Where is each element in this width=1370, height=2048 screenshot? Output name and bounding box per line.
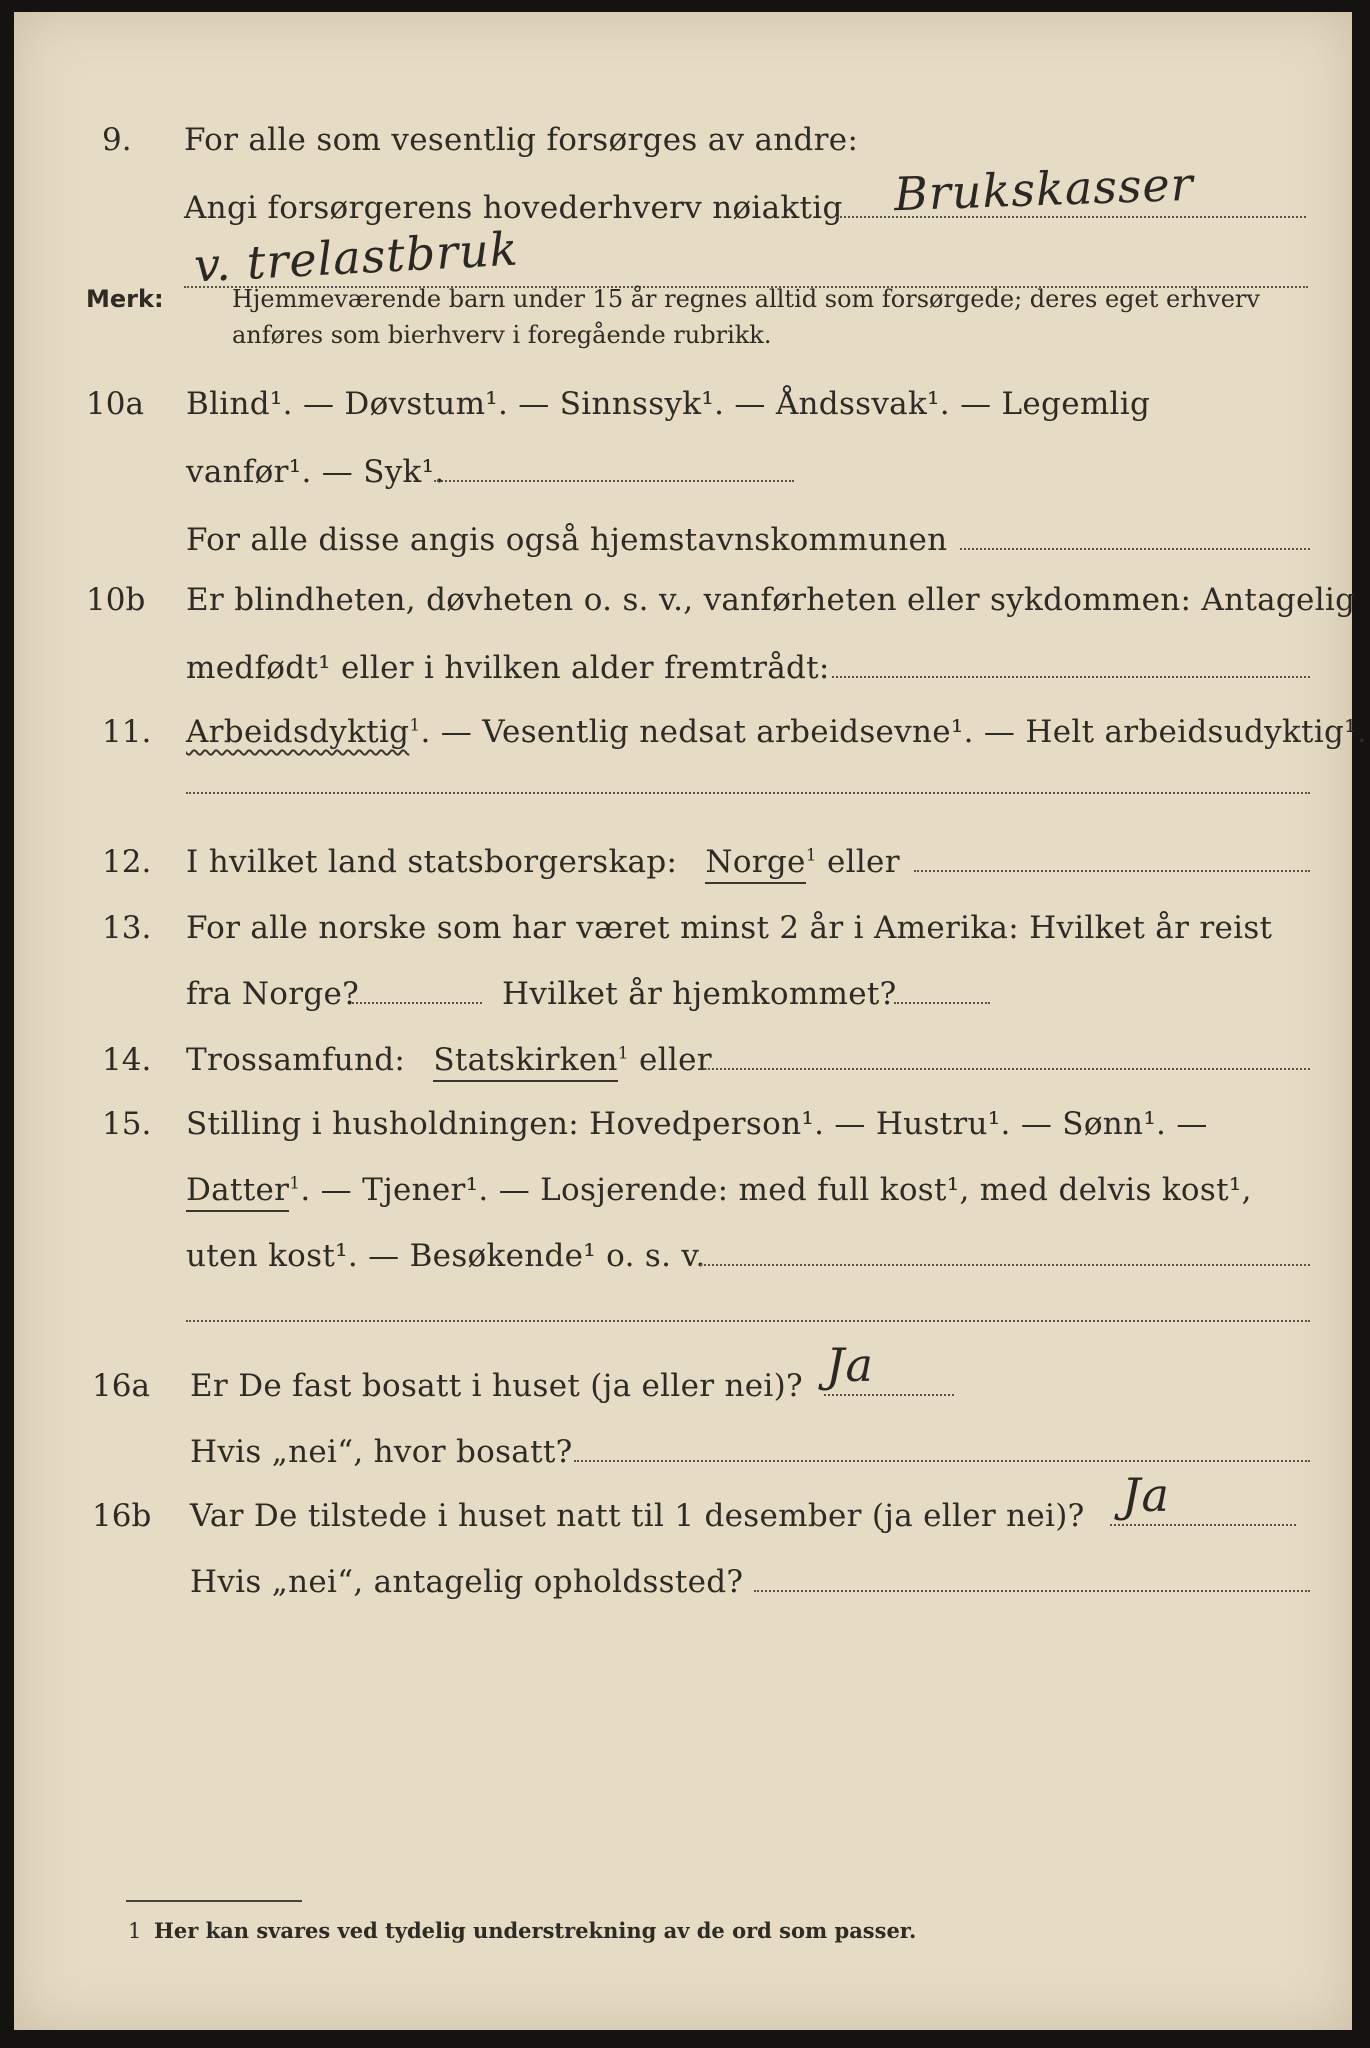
merk-label: Merk:: [86, 285, 164, 313]
merk-line2: anføres som bierhverv i foregående rubrikk.: [232, 321, 772, 349]
q12-number: 12.: [102, 844, 152, 880]
q15-line1: Stilling i husholdningen: Hovedperson¹. — Hustru¹. — Sønn¹. —: [186, 1106, 1208, 1142]
q16b-answer-line: [1110, 1524, 1296, 1526]
q15-option-datter: Datter: [186, 1172, 290, 1208]
q10a-line1: Blind¹. — Døvstum¹. — Sinnssyk¹. — Åndssvak¹. — Legemlig: [186, 386, 1151, 422]
q11-answer-line: [186, 792, 1310, 794]
q12-answer-line: [914, 870, 1310, 872]
q13-number: 13.: [102, 910, 152, 946]
q14-number: 14.: [102, 1042, 152, 1078]
q10b-number: 10b: [86, 582, 146, 618]
q9-number: 9.: [102, 122, 132, 158]
q15-answer-line: [700, 1264, 1310, 1266]
merk-line1: Hjemmeværende barn under 15 år regnes alltid som forsørgede; deres eget erhverv: [232, 285, 1260, 313]
census-form-page: [14, 12, 1368, 2030]
q10b-answer-line: [832, 676, 1310, 678]
q10a-answer-line: [434, 480, 794, 482]
q15-line3: uten kost¹. — Besøkende¹ o. s. v.: [186, 1238, 706, 1274]
q14-option-statskirken: Statskirken: [433, 1042, 618, 1078]
q10a-number: 10a: [86, 386, 144, 422]
q11-sup-mark: 1: [409, 715, 421, 736]
q11-rest: . — Vesentlig nedsat arbeidsevne¹. — Helt arbeidsudyktig¹.: [420, 714, 1368, 750]
q13-return-year-line: [894, 1002, 990, 1004]
q14-suffix: eller: [628, 1042, 712, 1078]
footnote-rule: [126, 1900, 302, 1902]
q16a-number: 16a: [92, 1368, 150, 1404]
q13-departure-year-line: [352, 1002, 482, 1004]
q16b-whereabouts-line: [754, 1590, 1310, 1592]
q13-line2a: fra Norge?: [186, 976, 360, 1012]
q12-sup-mark: 1: [805, 845, 817, 866]
q10a-line2: vanfør¹. — Syk¹.: [186, 454, 445, 490]
q16a-line2: Hvis „nei“, hvor bosatt?: [190, 1434, 573, 1470]
q16a-residence-line: [574, 1460, 1310, 1462]
q12-prefix: I hvilket land statsborgerskap:: [186, 844, 678, 880]
q13-line2b: Hvilket år hjemkommet?: [502, 976, 897, 1012]
q12-option-norge: Norge: [705, 844, 806, 880]
q15-answer-line2: [186, 1320, 1310, 1322]
q15-sup-mark: 1: [289, 1173, 301, 1194]
q15-line2: [186, 1170, 1252, 1210]
footnote-mark: 1: [128, 1919, 142, 1943]
q9-handwritten-answer1: Brukskasser: [893, 156, 1195, 222]
q9-line2: Angi forsørgerens hovederhverv nøiaktig: [184, 190, 843, 226]
q10b-line1: Er blindheten, døvheten o. s. v., vanførheten eller sykdommen: Antagelig: [186, 582, 1356, 618]
q12-suffix: eller: [816, 844, 900, 880]
q14-sup-mark: 1: [617, 1043, 629, 1064]
q14-answer-line: [704, 1068, 1310, 1070]
footnote-text: Her kan svares ved tydelig understrekning av de ord som passer.: [154, 1918, 917, 1943]
q16b-line1: Var De tilstede i huset natt til 1 desember (ja eller nei)?: [190, 1498, 1085, 1534]
q15-line2-rest: . — Tjener¹. — Losjerende: med full kost¹, med delvis kost¹,: [300, 1172, 1252, 1208]
q10a-home-municipality-line: [960, 548, 1310, 550]
q13-line1: For alle norske som har været minst 2 år i Amerika: Hvilket år reist: [186, 910, 1273, 946]
q11-line: [186, 712, 1367, 752]
q10a-line3: For alle disse angis også hjemstavnskommunen: [186, 522, 948, 558]
q9-handwritten-answer2: v. trelastbruk: [192, 221, 520, 293]
q16b-number: 16b: [92, 1498, 152, 1534]
q16b-line2: Hvis „nei“, antagelig opholdssted?: [190, 1564, 744, 1600]
q14-prefix: Trossamfund:: [186, 1042, 406, 1078]
q12-line: [186, 842, 900, 882]
q15-number: 15.: [102, 1106, 152, 1142]
q11-number: 11.: [102, 714, 152, 750]
q16a-handwritten-answer: Ja: [826, 1338, 874, 1392]
q11-option-arbeidsdyktig: Arbeidsdyktig: [186, 714, 410, 750]
q14-line: [186, 1040, 712, 1080]
q9-line1: For alle som vesentlig forsørges av andre:: [184, 122, 859, 158]
q10b-line2: medfødt¹ eller i hvilken alder fremtrådt:: [186, 650, 830, 686]
q16b-handwritten-answer: Ja: [1122, 1468, 1170, 1522]
q16a-line1: Er De fast bosatt i huset (ja eller nei)?: [190, 1368, 803, 1404]
q16a-answer-line: [824, 1394, 954, 1396]
